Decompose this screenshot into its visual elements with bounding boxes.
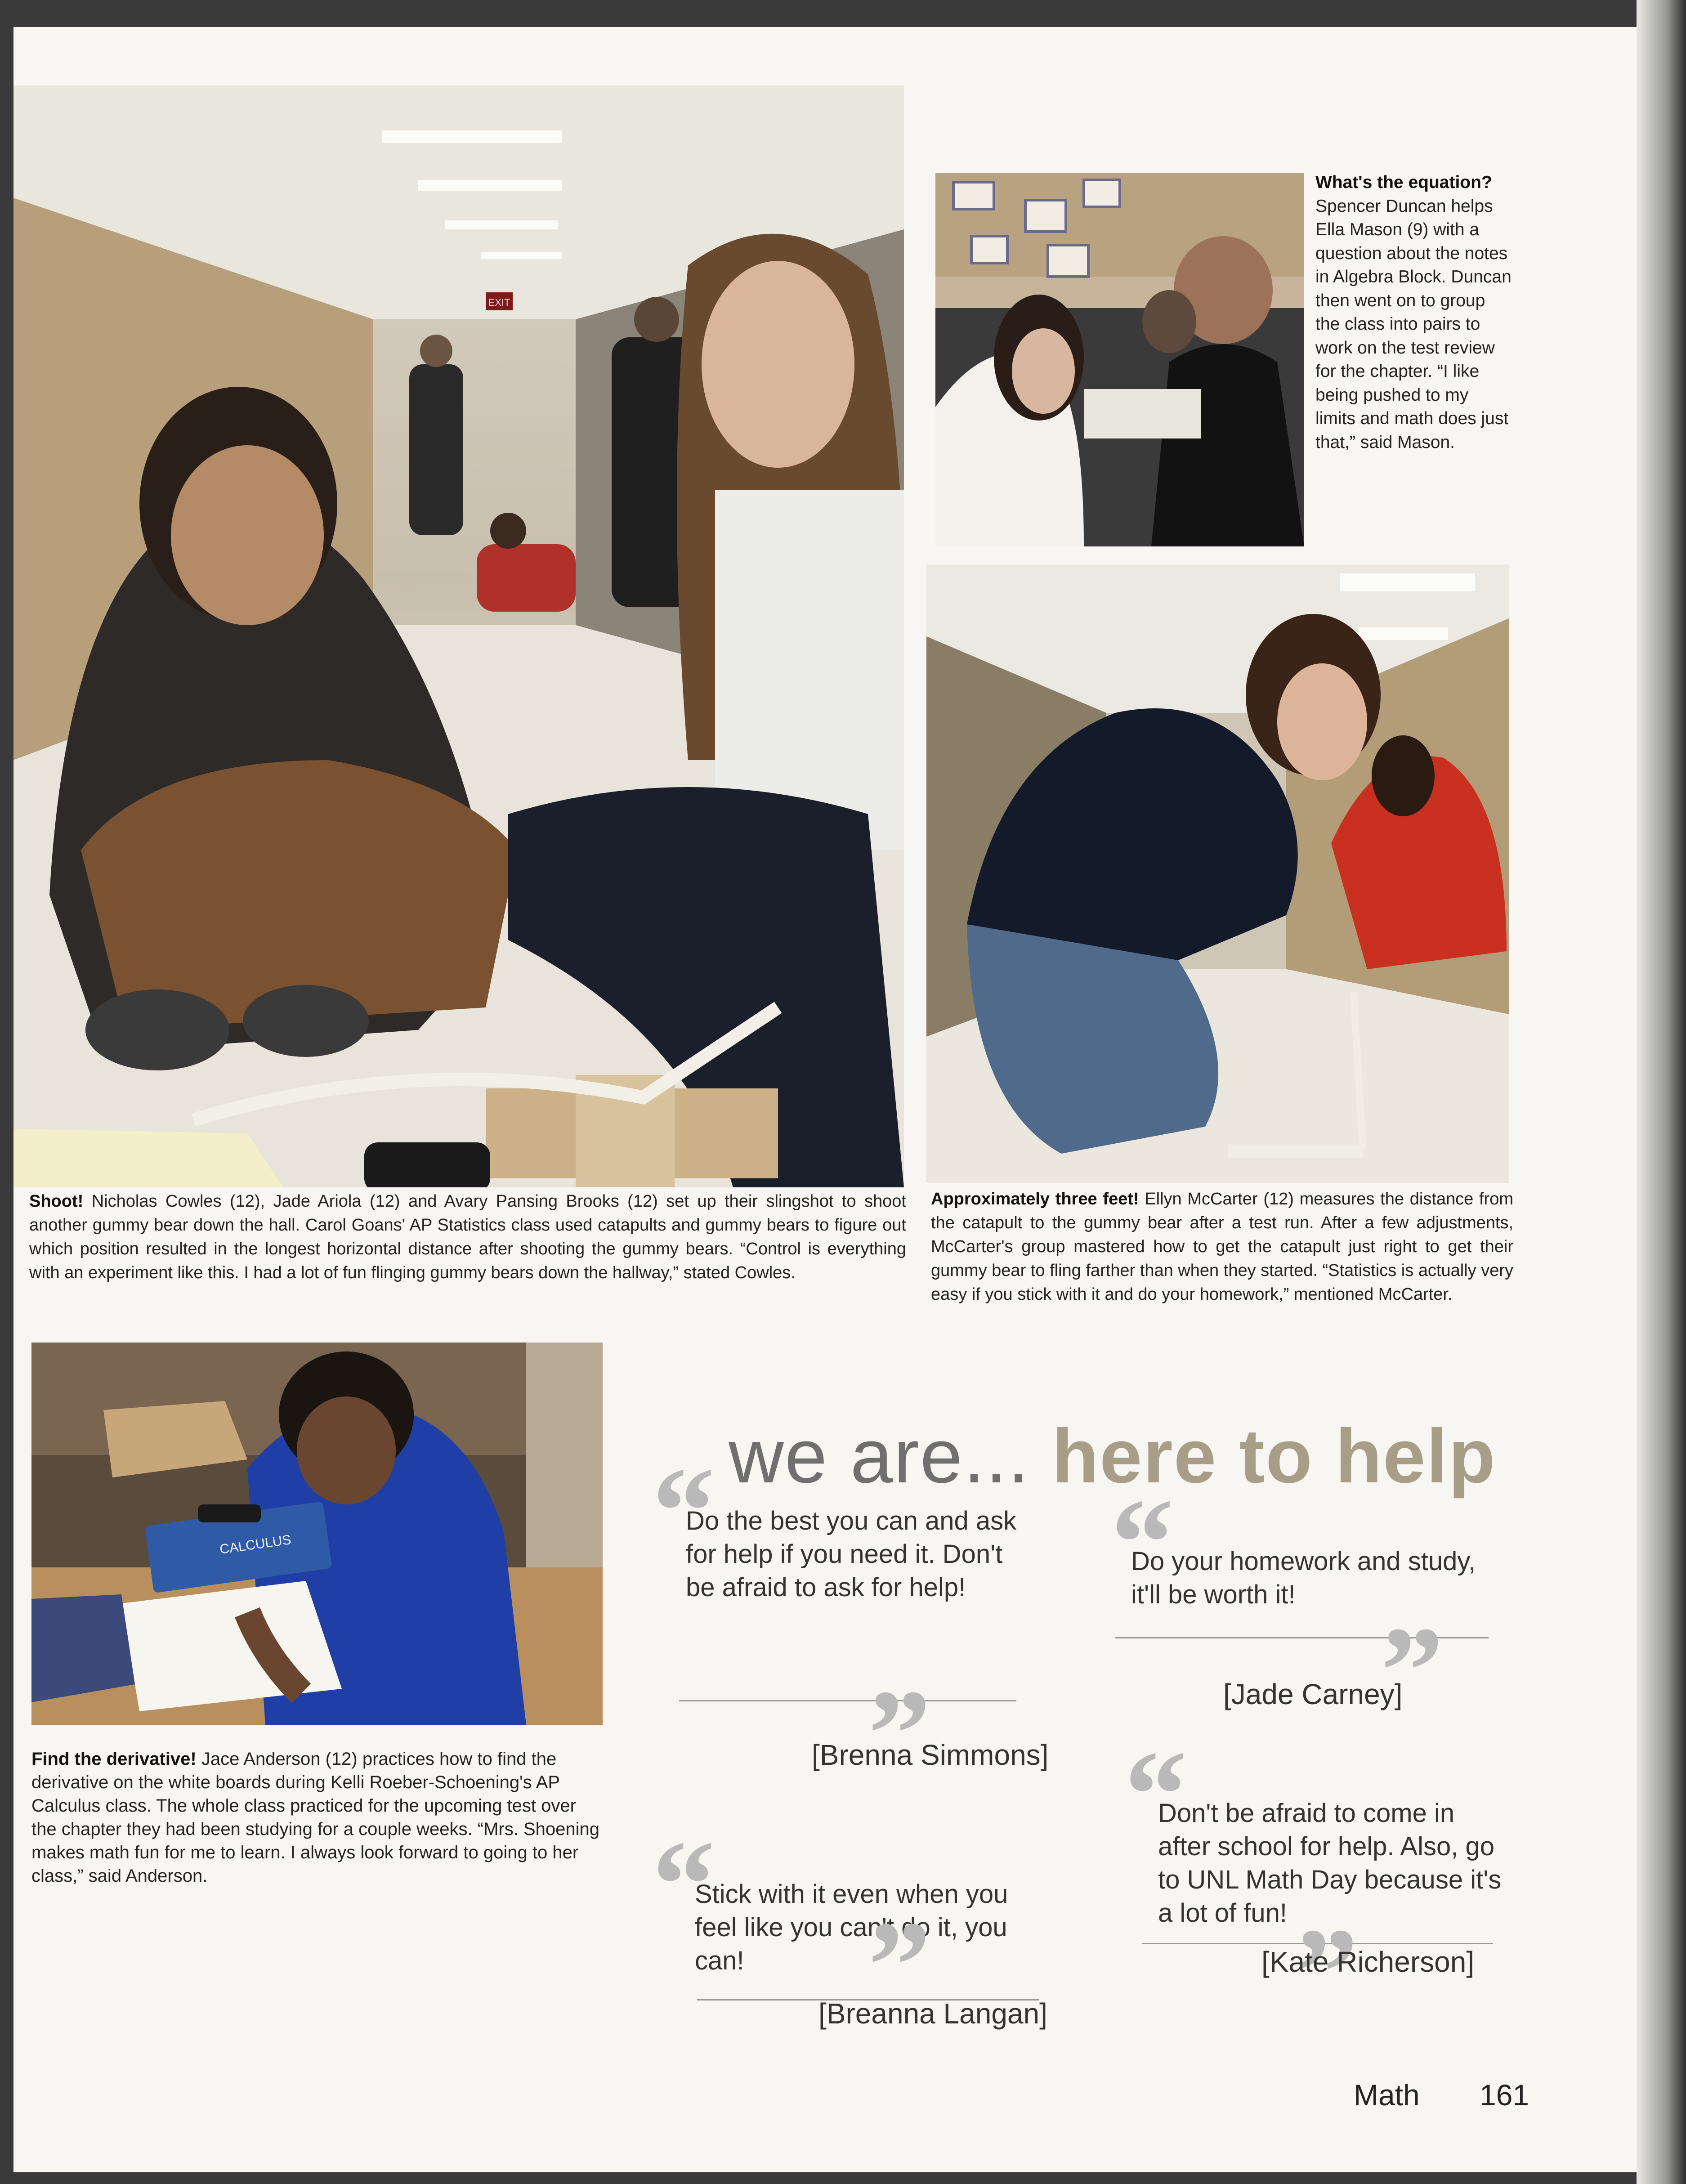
heading-part-1: we are... [729, 1414, 1030, 1499]
caption-three-feet-text: Ellyn McCarter (12) measures the distance from the catapult to the gummy bear after a test run. After a few adjustments, McCarter's group mastered how to get the catapult just right to get their gummy bear to fling farther than when they started. “Statistics is actually very easy if you stick with it and do your homework,” mentioned McCarter. [931, 1190, 1513, 1304]
quote-4-name: [Kate Richerson] [1261, 1946, 1475, 1978]
quote-jade-carney [1102, 1472, 1507, 1741]
quote-4-text: Don't be afraid to come in after school for help. Also, go to UNL Math Day because it's a lot of fun! [1158, 1799, 1502, 1928]
quote-2-name: [Jade Carney] [1223, 1678, 1403, 1710]
photo-calculus-whiteboard [31, 1343, 603, 1725]
open-quote-mark-2: “ [1111, 1472, 1174, 1612]
close-quote-mark-4: ” [1295, 1902, 1358, 2042]
close-quote-mark-3: ” [868, 1895, 931, 2035]
binder-label: CALCULUS [219, 1532, 292, 1557]
footer-page-number: 161 [1480, 2078, 1529, 2112]
caption-three-feet-lead: Approximately three feet! [931, 1190, 1139, 1208]
caption-three-feet [931, 1187, 1513, 1307]
quote-3-name: [Breanna Langan] [818, 1997, 1047, 2030]
footer-section-label: Math [1354, 2078, 1420, 2112]
quote-3-text: Stick with it even when you feel like you can't do it, you can! [695, 1880, 1008, 1975]
photo-hallway-slingshot [13, 85, 904, 1187]
open-quote-mark-1: “ [652, 1441, 715, 1581]
caption-derivative-lead: Find the derivative! [31, 1749, 197, 1769]
photo-measuring-distance [926, 564, 1509, 1183]
caption-shoot-text: Nicholas Cowles (12), Jade Ariola (12) and Avary Pansing Brooks (12) set up their slingshot to shoot another gummy bear down the hall. Carol Goans' AP Statistics class used catapults and gummy bears to figure out which position resulted in the longest horizontal distance after shooting the gummy bears. “Control is everything with an experiment like this. I had a lot of fun flinging gummy bears down the hallway,” stated Cowles. [29, 1192, 906, 1282]
caption-shoot-lead: Shoot! [29, 1192, 84, 1211]
yearbook-page [13, 27, 1668, 2172]
quote-1-text: Do the best you can and ask for help if you need it. Don't be afraid to ask for help! [686, 1506, 1017, 1602]
caption-derivative-text: Jace Anderson (12) practices how to find the derivative on the white boards during Kelli Roeber-Schoening's AP Calculus class. The whole class practiced for the upcoming test over the chapter they had been studying for a couple weeks. “Mrs. Shoening makes math fun for me to learn. I always look forward to going to her class,” said Anderson. [31, 1749, 599, 1886]
exit-sign-text: EXIT [488, 297, 510, 308]
open-quote-mark-4: “ [1124, 1724, 1187, 1864]
photo-algebra-classroom [935, 173, 1304, 546]
quote-1-name: [Brenna Simmons] [812, 1739, 1049, 1771]
caption-equation-lead: What's the equation? [1315, 173, 1492, 192]
caption-equation [1315, 171, 1513, 454]
quote-1-rule [679, 1700, 1016, 1701]
quote-breanna-langan [643, 1814, 1048, 2073]
quote-2-text: Do your homework and study, it'll be worth it! [1131, 1547, 1476, 1609]
close-quote-mark-2: ” [1381, 1601, 1444, 1741]
book-spine-edge [1637, 0, 1686, 2184]
quote-kate-richerson [1115, 1724, 1520, 2042]
open-quote-mark-3: “ [652, 1814, 715, 1954]
caption-shoot [29, 1190, 906, 1285]
caption-derivative [31, 1747, 603, 1888]
caption-equation-text: Spencer Duncan helps Ella Mason (9) with a question about the notes in Algebra Block. Duncan then went on to group the class into pairs to work on the test review for the chapter. “I like being pushed to my limits and math does just that,” said Mason. [1315, 196, 1512, 452]
close-quote-mark-1: ” [868, 1664, 931, 1804]
heading-part-2: here to help [1052, 1414, 1496, 1499]
